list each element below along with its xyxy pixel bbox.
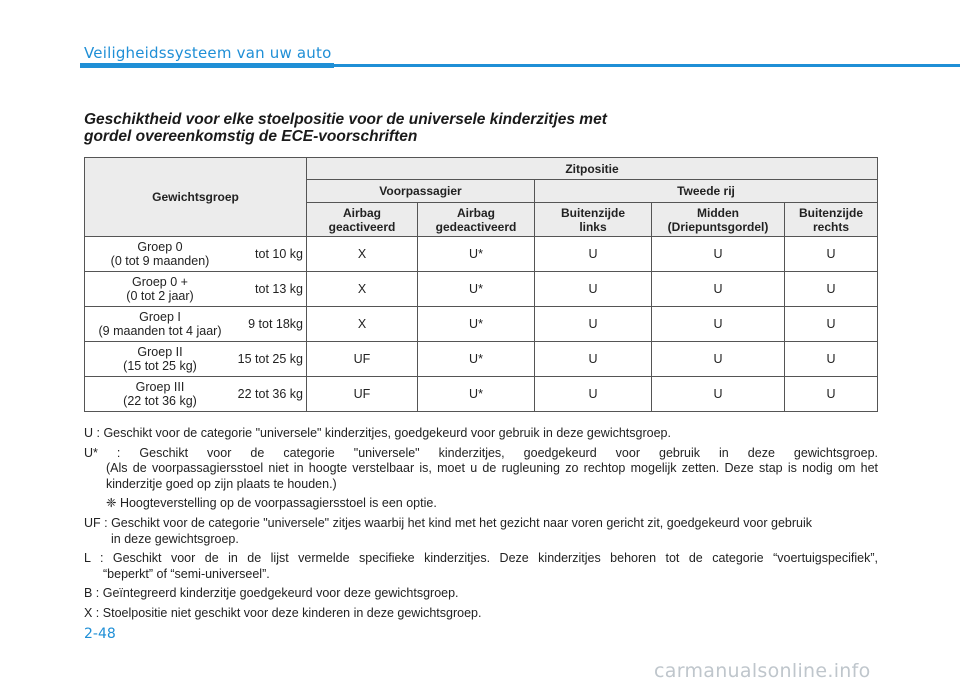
note-uf-continuation: in deze gewichtsgroep.: [111, 531, 239, 546]
group-cell: Groep III (22 tot 36 kg): [85, 377, 236, 412]
note-u-star-line: U* : Geschikt voor de categorie "universele" kinderzitjes, goedgekeurd voor gebruik in deze gewichtsgroep.: [84, 445, 878, 460]
col-header-front-passenger: Voorpassagier: [307, 180, 535, 203]
cell-value: UF: [307, 342, 418, 377]
cell-value: U: [535, 272, 652, 307]
col-header-second-row: Tweede rij: [535, 180, 878, 203]
table-row: [85, 377, 878, 412]
note-u-star: [84, 446, 878, 493]
cell-value: X: [307, 237, 418, 272]
compatibility-table: [84, 157, 878, 412]
note-b: B : Geïntegreerd kinderzitje goedgekeurd voor deze gewichtsgroep.: [84, 586, 459, 601]
cell-value: U*: [418, 377, 535, 412]
note-l-line: L : Geschikt voor de in de lijst vermelde specifieke kinderzitjes. Deze kinderzitjes behoren tot de categorie “voertuigspecifiek”,: [84, 551, 878, 566]
table-row: [85, 237, 878, 272]
cell-value: U: [535, 237, 652, 272]
cell-value: U: [785, 307, 878, 342]
group-cell: Groep 0 (0 tot 9 maanden): [85, 237, 236, 272]
col-header-middle: Midden (Driepuntsgordel): [652, 203, 785, 237]
group-cell: Groep 0 + (0 tot 2 jaar): [85, 272, 236, 307]
table-row: [85, 307, 878, 342]
col-header-airbag-off: Airbag gedeactiveerd: [418, 203, 535, 237]
col-header-airbag-on: Airbag geactiveerd: [307, 203, 418, 237]
page-heading: [84, 111, 724, 145]
cell-value: U: [785, 342, 878, 377]
col-header-outer-left: Buitenzijde links: [535, 203, 652, 237]
table-row: [85, 272, 878, 307]
note-uf: [84, 516, 878, 547]
col-header-weight-group: Gewichtsgroep: [85, 158, 307, 237]
weight-cell: tot 10 kg: [235, 237, 307, 272]
cell-value: U: [652, 342, 785, 377]
note-u-star-continuation: (Als de voorpassagiersstoel niet in hoogte verstelbaar is, moet u de rugleuning zo rechtop mogelijk zetten. Deze stap is nodig om het kinderzitje goed op zijn plaats te houden.): [106, 461, 878, 491]
cell-value: X: [307, 307, 418, 342]
note-tip: ❈ Hoogteverstelling op de voorpassagiersstoel is een optie.: [106, 496, 437, 511]
cell-value: U: [652, 377, 785, 412]
cell-value: U*: [418, 237, 535, 272]
cell-value: U: [535, 377, 652, 412]
cell-value: U: [535, 342, 652, 377]
cell-value: X: [307, 272, 418, 307]
cell-value: U: [785, 237, 878, 272]
cell-value: U: [535, 307, 652, 342]
cell-value: U*: [418, 272, 535, 307]
legend-notes: [84, 426, 878, 626]
col-header-outer-right: Buitenzijde rechts: [785, 203, 878, 237]
cell-value: U*: [418, 307, 535, 342]
header-rule-accent: [80, 63, 334, 68]
weight-cell: 9 tot 18kg: [235, 307, 307, 342]
group-cell: Groep II (15 tot 25 kg): [85, 342, 236, 377]
note-x: X : Stoelpositie niet geschikt voor deze kinderen in deze gewichtsgroep.: [84, 605, 482, 620]
cell-value: U: [785, 377, 878, 412]
watermark: carmanualsonline.info: [654, 660, 871, 682]
cell-value: U: [652, 272, 785, 307]
weight-cell: 15 tot 25 kg: [235, 342, 307, 377]
cell-value: U: [652, 307, 785, 342]
weight-cell: tot 13 kg: [235, 272, 307, 307]
note-u: U : Geschikt voor de categorie "universele" kinderzitjes, goedgekeurd voor gebruik in deze gewichtsgroep.: [84, 426, 671, 440]
table-row: [85, 342, 878, 377]
note-uf-line: UF : Geschikt voor de categorie "universele" zitjes waarbij het kind met het gezicht naar voren gericht zit, goedgekeurd voor gebruik: [84, 515, 812, 530]
cell-value: UF: [307, 377, 418, 412]
weight-cell: 22 tot 36 kg: [235, 377, 307, 412]
heading-line-1: Geschiktheid voor elke stoelpositie voor de universele kinderzitjes met: [84, 111, 607, 128]
cell-value: U: [785, 272, 878, 307]
col-header-seat-position: Zitpositie: [307, 158, 878, 180]
heading-line-2: gordel overeenkomstig de ECE-voorschriften: [84, 128, 418, 145]
page-number: 2-48: [84, 626, 116, 642]
note-l: [84, 551, 878, 582]
note-l-continuation: “beperkt” of “semi-universeel”.: [103, 566, 270, 581]
cell-value: U: [652, 237, 785, 272]
cell-value: U*: [418, 342, 535, 377]
group-cell: Groep I (9 maanden tot 4 jaar): [85, 307, 236, 342]
section-title: Veiligheidssysteem van uw auto: [84, 44, 332, 62]
